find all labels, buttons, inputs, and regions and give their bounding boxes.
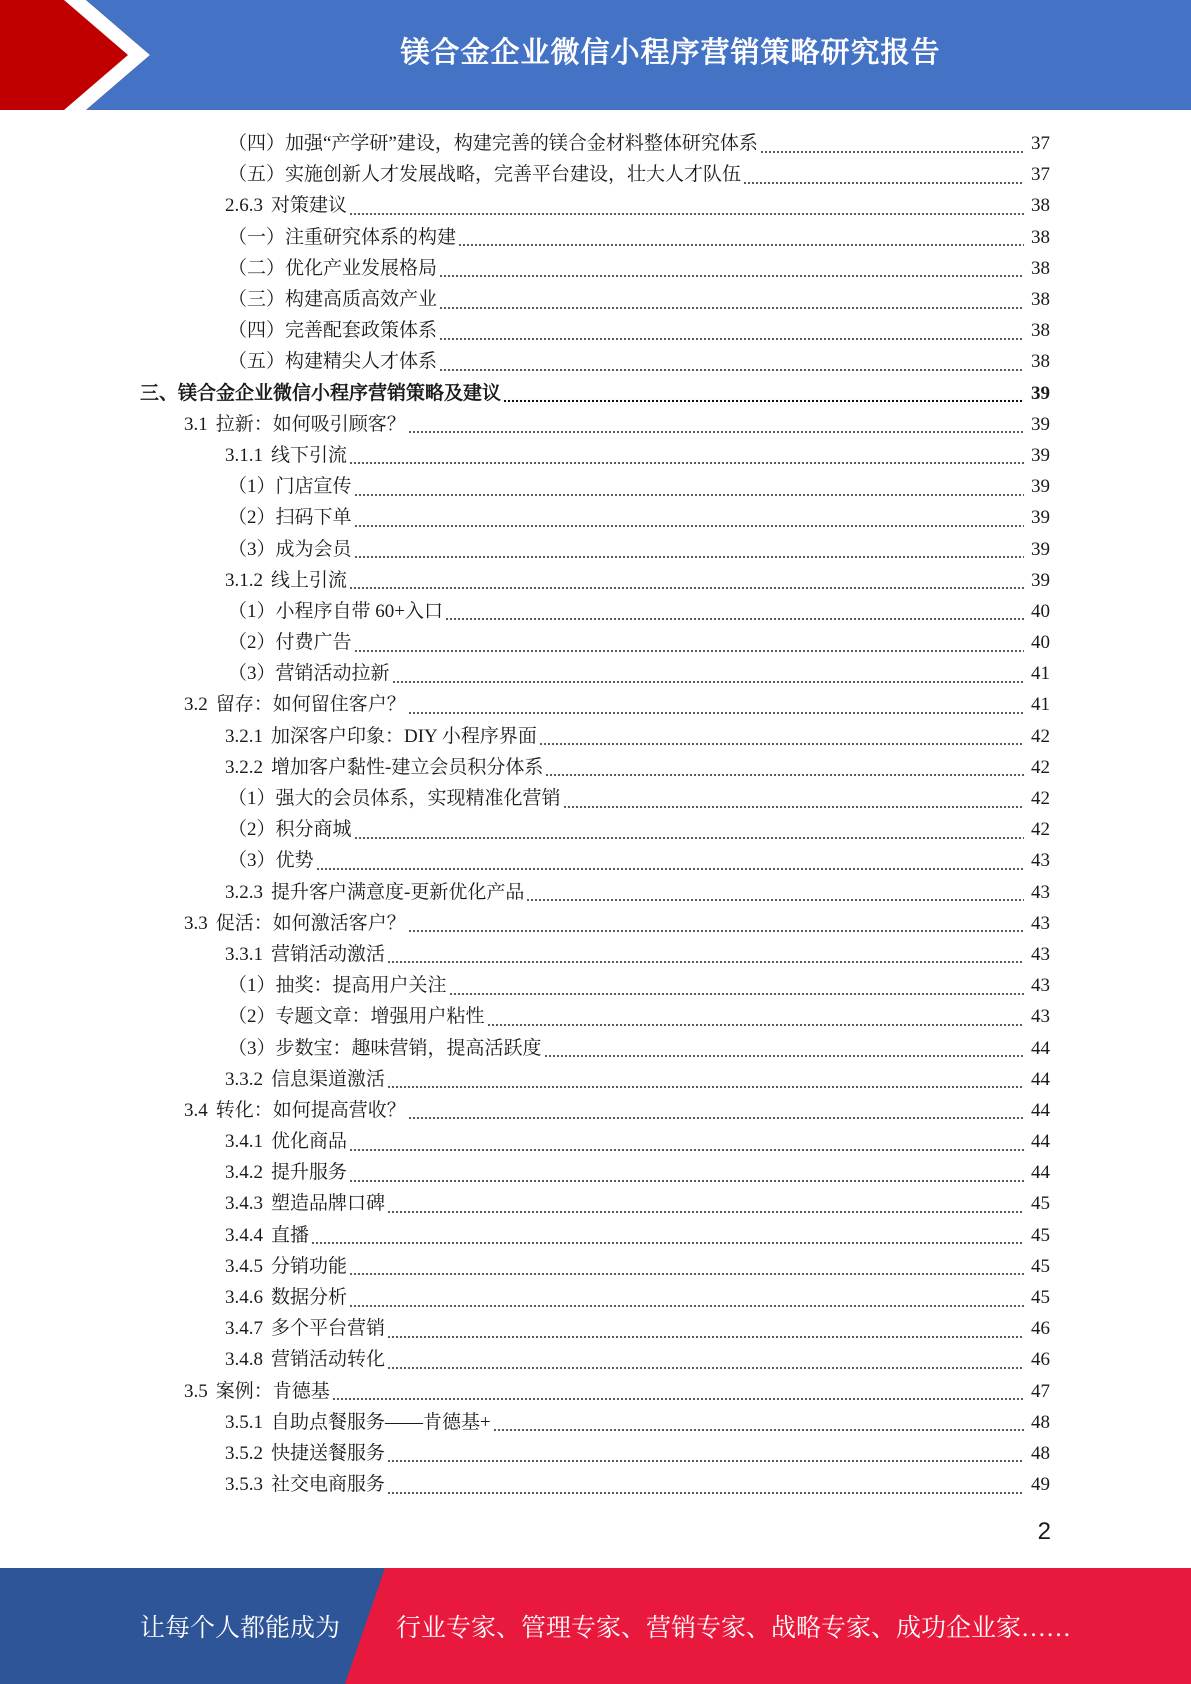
toc-entry-page: 48 <box>1031 1442 1050 1464</box>
toc-entry-number: 3.4.8 <box>225 1349 263 1371</box>
toc-entry-page: 39 <box>1031 382 1050 404</box>
toc-entry[interactable] <box>140 1344 1050 1375</box>
toc-entry[interactable] <box>140 284 1050 315</box>
toc-dot-leader <box>439 346 1024 377</box>
toc-dot-leader <box>545 752 1024 783</box>
toc-entry[interactable] <box>140 533 1050 564</box>
toc-entry[interactable] <box>140 1438 1050 1469</box>
toc-entry-label: 加深客户印象：DIY 小程序界面 <box>271 725 537 747</box>
toc-entry-page: 42 <box>1031 788 1050 810</box>
toc-entry[interactable] <box>140 721 1050 752</box>
toc-entry-page: 38 <box>1031 351 1050 373</box>
toc-entry-page: 41 <box>1031 694 1050 716</box>
toc-entry-page: 46 <box>1031 1349 1050 1371</box>
toc-entry[interactable] <box>140 752 1050 783</box>
toc-dot-leader <box>354 814 1024 845</box>
toc-entry-label: 多个平台营销 <box>271 1318 386 1340</box>
toc-dot-leader <box>311 1220 1024 1251</box>
toc-entry-number: 3.4.1 <box>225 1131 263 1153</box>
toc-entry-number: 3.4.7 <box>225 1318 263 1340</box>
toc-entry-label: 信息渠道激活 <box>271 1068 386 1090</box>
toc-entry-page: 45 <box>1031 1224 1050 1246</box>
toc-entry-label: （3）优势 <box>228 850 314 872</box>
toc-entry-page: 38 <box>1031 289 1050 311</box>
toc-entry-number: 3.5.1 <box>225 1411 263 1433</box>
toc-entry[interactable] <box>140 409 1050 440</box>
toc-entry-page: 39 <box>1031 538 1050 560</box>
toc-entry[interactable] <box>140 939 1050 970</box>
toc-entry-label: 营销活动转化 <box>271 1349 386 1371</box>
toc-dot-leader <box>349 190 1024 221</box>
toc-entry[interactable] <box>140 783 1050 814</box>
toc-entry[interactable] <box>140 190 1050 221</box>
toc-entry-number: 3.5.3 <box>225 1474 263 1496</box>
toc-entry-label: （三）构建高质高效产业 <box>228 289 438 311</box>
toc-entry-page: 46 <box>1031 1318 1050 1340</box>
toc-entry[interactable] <box>140 128 1050 159</box>
toc-dot-leader <box>458 222 1024 253</box>
toc-entry[interactable] <box>140 1220 1050 1251</box>
toc-entry-page: 44 <box>1031 1099 1050 1121</box>
toc-entry-page: 45 <box>1031 1193 1050 1215</box>
toc-entry-page: 39 <box>1031 476 1050 498</box>
footer-slogan-right: 行业专家、管理专家、营销专家、战略专家、成功企业家…… <box>396 1615 1072 1642</box>
toc-dot-leader <box>316 845 1024 876</box>
toc-entry[interactable] <box>140 1313 1050 1344</box>
toc-entry[interactable] <box>140 346 1050 377</box>
toc-dot-leader <box>439 284 1024 315</box>
toc-entry-page: 38 <box>1031 257 1050 279</box>
toc-entry[interactable] <box>140 1126 1050 1157</box>
toc-dot-leader <box>439 315 1024 346</box>
toc-dot-leader <box>354 627 1024 658</box>
toc-entry[interactable] <box>140 1095 1050 1126</box>
toc-entry[interactable] <box>140 970 1050 1001</box>
toc-dot-leader <box>387 1064 1024 1095</box>
toc-entry-page: 43 <box>1031 975 1050 997</box>
toc-entry-label: 线上引流 <box>271 569 348 591</box>
toc-entry-number: 3.2.1 <box>225 725 263 747</box>
toc-entry-label: （一）注重研究体系的构建 <box>228 226 457 248</box>
toc-dot-leader <box>503 378 1024 409</box>
toc-entry-page: 48 <box>1031 1411 1050 1433</box>
toc-entry-label: （1）强大的会员体系，实现精准化营销 <box>228 788 561 810</box>
toc-entry-label: 案例：肯德基 <box>215 1380 330 1402</box>
page-number: 2 <box>1037 1518 1051 1545</box>
toc-entry-number: 3.4.4 <box>225 1224 263 1246</box>
toc-entry[interactable] <box>140 471 1050 502</box>
header-arrow-decoration <box>0 0 160 110</box>
toc-dot-leader <box>332 1376 1024 1407</box>
toc-entry-page: 39 <box>1031 413 1050 435</box>
toc-dot-leader <box>760 128 1024 159</box>
footer-slogan-left: 让每个人都能成为 <box>140 1615 341 1642</box>
toc-entry-number: 3.4.5 <box>225 1255 263 1277</box>
toc-entry-page: 37 <box>1031 133 1050 155</box>
toc-entry[interactable] <box>140 1157 1050 1188</box>
toc-entry-label: 数据分析 <box>271 1287 348 1309</box>
toc-entry-label: 提升客户满意度-更新优化产品 <box>271 881 525 903</box>
toc-entry-page: 38 <box>1031 195 1050 217</box>
toc-entry-page: 49 <box>1031 1474 1050 1496</box>
toc-entry-label: （3）成为会员 <box>228 538 352 560</box>
toc-entry-label: （1）小程序自带 60+入口 <box>228 600 443 622</box>
toc-entry-label: （3）步数宝：趣味营销，提高活跃度 <box>228 1037 542 1059</box>
toc-entry[interactable] <box>140 378 1050 409</box>
toc-entry-label: 线下引流 <box>271 444 348 466</box>
toc-entry-number: 3.4.3 <box>225 1193 263 1215</box>
page-header <box>0 0 1191 110</box>
toc-dot-leader <box>743 159 1024 190</box>
toc-entry-page: 44 <box>1031 1162 1050 1184</box>
toc-dot-leader <box>354 502 1024 533</box>
toc-entry-page: 44 <box>1031 1068 1050 1090</box>
toc-dot-leader <box>408 1095 1024 1126</box>
toc-entry[interactable] <box>140 1407 1050 1438</box>
toc-entry-label: 快捷送餐服务 <box>271 1442 386 1464</box>
toc-entry-page: 39 <box>1031 507 1050 529</box>
toc-entry-page: 43 <box>1031 912 1050 934</box>
toc-entry-number: 3.1 <box>184 413 208 435</box>
toc-entry-label: （2）积分商城 <box>228 819 352 841</box>
toc-entry-label: 转化：如何提高营收？ <box>215 1099 406 1121</box>
toc-dot-leader <box>439 253 1024 284</box>
toc-entry-label: 促活：如何激活客户？ <box>215 912 406 934</box>
toc-entry-number: 3.2 <box>184 694 208 716</box>
toc-dot-leader <box>349 1282 1024 1313</box>
toc-dot-leader <box>387 1469 1024 1500</box>
toc-entry[interactable] <box>140 908 1050 939</box>
toc-entry[interactable] <box>140 658 1050 689</box>
toc-entry-label: 社交电商服务 <box>271 1474 386 1496</box>
toc-entry[interactable] <box>140 440 1050 471</box>
toc-dot-leader <box>349 565 1024 596</box>
toc-entry-label: （五）构建精尖人才体系 <box>228 351 438 373</box>
toc-entry-page: 43 <box>1031 850 1050 872</box>
toc-entry-page: 39 <box>1031 569 1050 591</box>
toc-dot-leader <box>563 783 1024 814</box>
toc-dot-leader <box>487 1001 1024 1032</box>
toc-entry[interactable] <box>140 627 1050 658</box>
toc-dot-leader <box>354 471 1024 502</box>
toc-entry[interactable] <box>140 845 1050 876</box>
toc-entry-number: 3.3.1 <box>225 943 263 965</box>
toc-entry-label: 塑造品牌口碑 <box>271 1193 386 1215</box>
toc-dot-leader <box>392 658 1024 689</box>
toc-dot-leader <box>445 596 1024 627</box>
toc-entry-label: 营销活动激活 <box>271 943 386 965</box>
header-title: 镁合金企业微信小程序营销策略研究报告 <box>400 34 941 69</box>
toc-entry-page: 45 <box>1031 1255 1050 1277</box>
toc-entry-label: 留存：如何留住客户？ <box>215 694 406 716</box>
toc-dot-leader <box>387 1313 1024 1344</box>
toc-entry-number: 2.6.3 <box>225 195 263 217</box>
toc-entry-number: 3.5.2 <box>225 1442 263 1464</box>
toc-entry-page: 47 <box>1031 1380 1050 1402</box>
toc-entry[interactable] <box>140 1001 1050 1032</box>
toc-entry-number: 3.2.3 <box>225 881 263 903</box>
toc-dot-leader <box>408 409 1024 440</box>
toc-entry-page: 43 <box>1031 881 1050 903</box>
toc-entry-page: 44 <box>1031 1131 1050 1153</box>
toc-entry[interactable] <box>140 1251 1050 1282</box>
toc-entry[interactable] <box>140 565 1050 596</box>
toc-entry[interactable] <box>140 1469 1050 1500</box>
toc-entry-label: （五）实施创新人才发展战略，完善平台建设，壮大人才队伍 <box>228 164 742 186</box>
toc-entry-number: 3.2.2 <box>225 756 263 778</box>
toc-entry[interactable] <box>140 1376 1050 1407</box>
toc-dot-leader <box>387 1344 1024 1375</box>
toc-entry-label: 直播 <box>271 1224 310 1246</box>
toc-dot-leader <box>387 1438 1024 1469</box>
toc-dot-leader <box>349 440 1024 471</box>
toc-dot-leader <box>349 1126 1024 1157</box>
toc-dot-leader <box>408 908 1024 939</box>
toc-entry-page: 41 <box>1031 663 1050 685</box>
toc-entry-number: 3.1.2 <box>225 569 263 591</box>
toc-dot-leader <box>408 689 1024 720</box>
toc-entry-label: 自助点餐服务——肯德基+ <box>271 1411 491 1433</box>
toc-entry-page: 43 <box>1031 943 1050 965</box>
toc-entry[interactable] <box>140 689 1050 720</box>
toc-entry-number: 3.3 <box>184 912 208 934</box>
page-footer <box>0 1568 1191 1684</box>
toc-entry-label: 对策建议 <box>271 195 348 217</box>
toc-entry-label: （3）营销活动拉新 <box>228 663 390 685</box>
toc-entry-page: 44 <box>1031 1037 1050 1059</box>
toc-entry-page: 38 <box>1031 226 1050 248</box>
toc-entry-page: 38 <box>1031 320 1050 342</box>
toc-entry-page: 45 <box>1031 1287 1050 1309</box>
toc-dot-leader <box>349 1157 1024 1188</box>
toc-entry-number: 3.1.1 <box>225 444 263 466</box>
toc-entry-page: 37 <box>1031 164 1050 186</box>
toc-dot-leader <box>539 721 1024 752</box>
toc-entry-label: （四）完善配套政策体系 <box>228 320 438 342</box>
toc-entry[interactable] <box>140 1032 1050 1063</box>
toc-entry-page: 42 <box>1031 819 1050 841</box>
toc-dot-leader <box>387 939 1024 970</box>
toc-entry-page: 43 <box>1031 1006 1050 1028</box>
toc-entry-label: （2）扫码下单 <box>228 507 352 529</box>
toc-entry-label: 分销功能 <box>271 1255 348 1277</box>
toc-entry[interactable] <box>140 1188 1050 1219</box>
toc-dot-leader <box>526 877 1024 908</box>
toc-entry[interactable] <box>140 222 1050 253</box>
toc-entry-page: 40 <box>1031 600 1050 622</box>
toc-dot-leader <box>449 970 1024 1001</box>
toc-dot-leader <box>493 1407 1024 1438</box>
toc-entry[interactable] <box>140 596 1050 627</box>
toc-entry[interactable] <box>140 877 1050 908</box>
toc-entry-number: 3.4.6 <box>225 1287 263 1309</box>
toc-entry-page: 39 <box>1031 444 1050 466</box>
toc-entry-number: 3.3.2 <box>225 1068 263 1090</box>
toc-entry-page: 40 <box>1031 632 1050 654</box>
toc-entry[interactable] <box>140 315 1050 346</box>
toc-entry-page: 42 <box>1031 756 1050 778</box>
toc-dot-leader <box>354 533 1024 564</box>
toc-entry-label: （四）加强“产学研”建设，构建完善的镁合金材料整体研究体系 <box>228 133 758 155</box>
toc-entry[interactable] <box>140 159 1050 190</box>
toc-entry-label: 拉新：如何吸引顾客？ <box>215 413 406 435</box>
toc-entry[interactable] <box>140 253 1050 284</box>
toc-entry-label: （2）付费广告 <box>228 632 352 654</box>
toc-entry-label: （1）抽奖：提高用户关注 <box>228 975 447 997</box>
table-of-contents <box>140 128 1050 1500</box>
toc-entry-label: （二）优化产业发展格局 <box>228 257 438 279</box>
toc-entry-label: 优化商品 <box>271 1131 348 1153</box>
toc-entry-label: （1）门店宣传 <box>228 476 352 498</box>
toc-entry-label: 提升服务 <box>271 1162 348 1184</box>
toc-entry-label: 增加客户黏性-建立会员积分体系 <box>271 756 544 778</box>
toc-entry-page: 42 <box>1031 725 1050 747</box>
toc-dot-leader <box>544 1032 1024 1063</box>
toc-entry[interactable] <box>140 502 1050 533</box>
toc-entry-number: 3.4.2 <box>225 1162 263 1184</box>
toc-dot-leader <box>387 1188 1024 1219</box>
toc-entry[interactable] <box>140 814 1050 845</box>
toc-entry[interactable] <box>140 1282 1050 1313</box>
toc-entry-label: （2）专题文章：增强用户粘性 <box>228 1006 485 1028</box>
toc-dot-leader <box>349 1251 1024 1282</box>
toc-entry-label: 三、镁合金企业微信小程序营销策略及建议 <box>140 382 502 404</box>
toc-entry[interactable] <box>140 1064 1050 1095</box>
toc-entry-number: 3.4 <box>184 1099 208 1121</box>
toc-entry-number: 3.5 <box>184 1380 208 1402</box>
